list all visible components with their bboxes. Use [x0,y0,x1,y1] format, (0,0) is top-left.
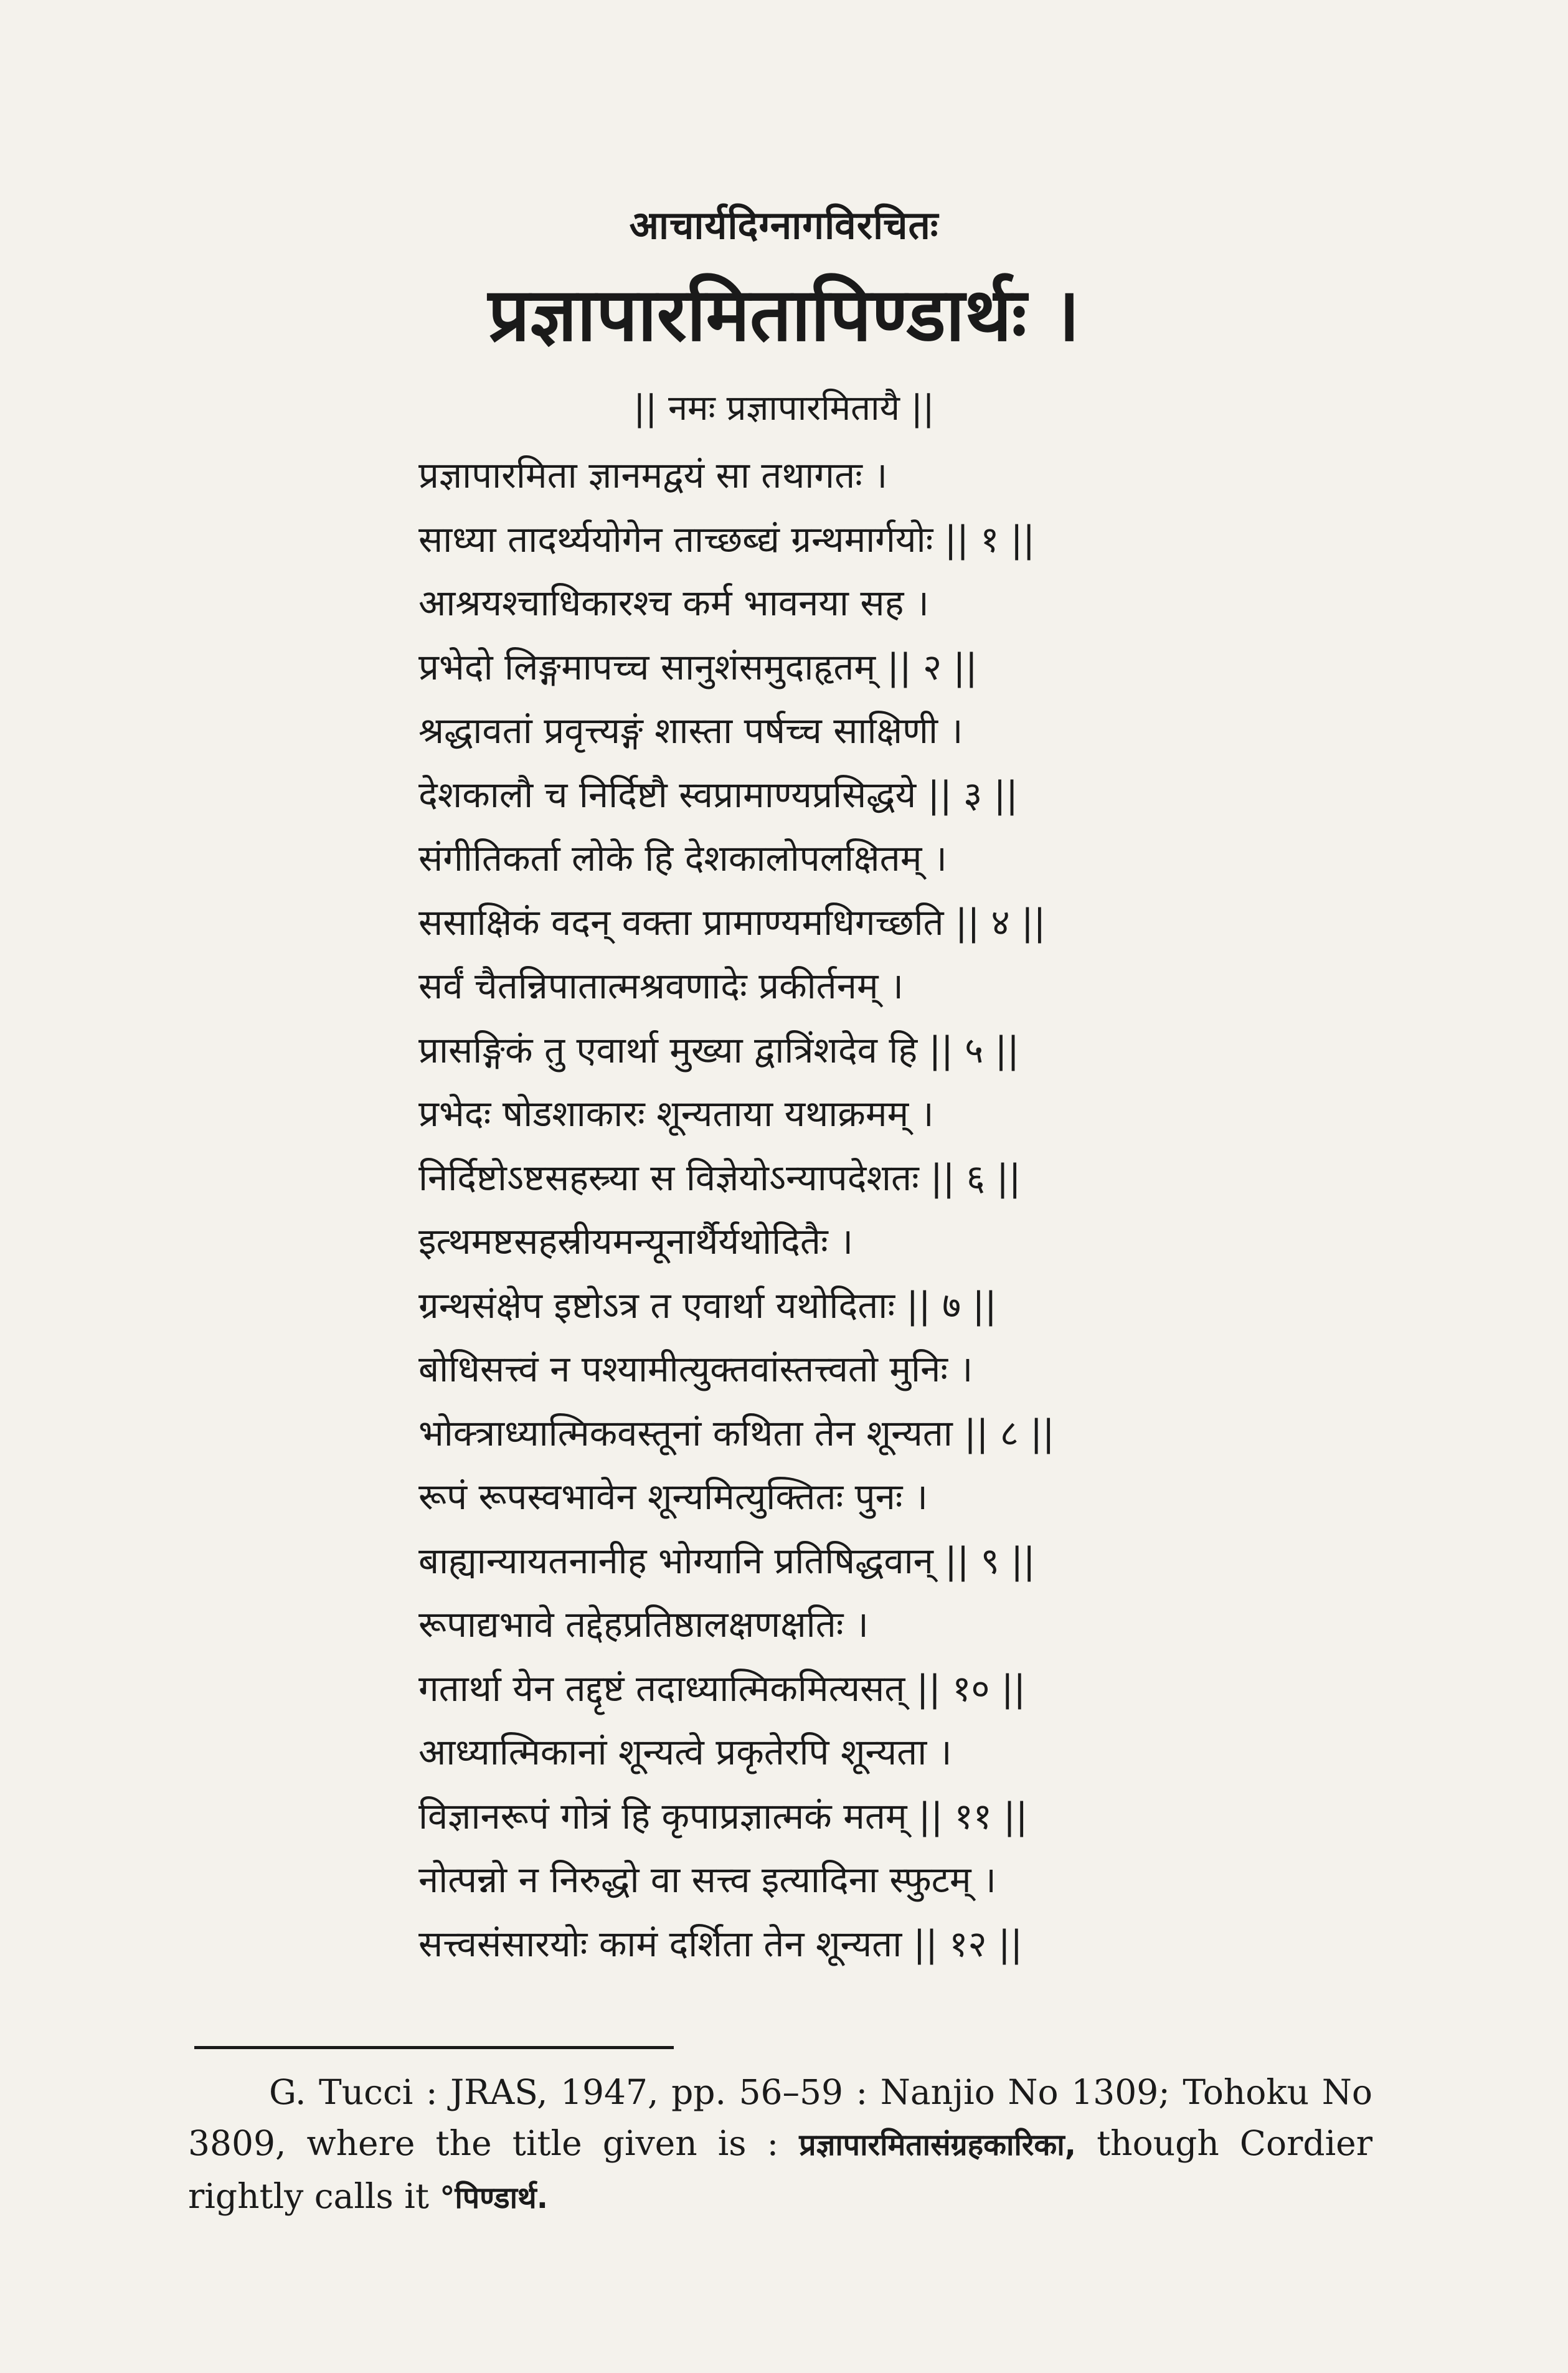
verse-line: प्रभेदः षोडशाकारः शून्यताया यथाक्रमम् । [418,1092,934,1135]
verse-line: प्रज्ञापारमिता ज्ञानमद्वयं सा तथागतः । [418,454,888,496]
verse-line: ग्रन्थसंक्षेप इष्टोऽत्र त एवार्था यथोदिताः || ७ || [418,1284,997,1327]
verse-line: सत्त्वसंसारयोः कामं दर्शिता तेन शून्यता || १२ || [418,1922,1023,1965]
verse-block [418,443,1228,1976]
verse-line: श्रद्धावतां प्रवृत्त्यङ्गं शास्ता पर्षच्च साक्षिणी । [418,709,963,752]
verse-line: संगीतिकर्ता लोके हि देशकालोपलक्षितम् । [418,837,947,879]
verse-line: निर्दिष्टोऽष्टसहस्र्या स विज्ञेयोऽन्यापदेशतः || ६ || [418,1156,1021,1199]
verse-line: सर्वं चैतन्निपातात्मश्रवणादेः प्रकीर्तनम् । [418,965,904,1007]
verse-line: देशकालौ च निर्दिष्टौ स्वप्रामाण्यप्रसिद्धये || ३ || [418,773,1018,816]
verse-line: प्रासङ्गिकं तु एवार्था मुख्या द्वात्रिंशदेव हि || ५ || [418,1028,1019,1071]
verse-line: प्रभेदो लिङ्गमापच्च सानुशंसमुदाहृतम् || २ || [418,645,978,688]
verse-line: भोक्त्राध्यात्मिकवस्तूनां कथिता तेन शून्यता || ८ || [418,1411,1055,1454]
footnote-devanagari-title: प्रज्ञापारमितासंग्रहकारिका, [799,2128,1076,2162]
footnote-divider [194,2046,674,2049]
verse-line: आश्रयश्चाधिकारश्च कर्म भावनया सह । [418,582,929,624]
verse-line: इत्थमष्टसहस्रीयमन्यूनार्थैर्यथोदितैः । [418,1220,854,1262]
footnote-remark: though Cordier rightly calls it [188,2123,1372,2216]
verse-line: रूपं रूपस्वभावेन शून्यमित्युक्तितः पुनः । [418,1475,928,1518]
verse-line: बोधिसत्त्वं न पश्यामीत्युक्तवांस्तत्त्वतो मुनिः । [418,1348,973,1390]
verse-line: ससाक्षिकं वदन् वक्ता प्रामाण्यमधिगच्छति || ४ || [418,901,1046,944]
author-line: आचार्यदिग्नागविरचितः [629,202,939,248]
footnote-citation: G. Tucci : JRAS, 1947, pp. 56–59 : Nanjio No 1309; Tohoku No 3809, where the title given is : [188,2072,1372,2163]
verse-line: नोत्पन्नो न निरुद्धो वा सत्त्व इत्यादिना स्फुटम् । [418,1859,996,1901]
verse-line: आध्यात्मिकानां शून्यत्वे प्रकृतेरपि शून्यता । [418,1731,952,1773]
footnote-devanagari-short: °पिण्डार्थ. [440,2181,548,2215]
page-title: प्रज्ञापारमितापिण्डार्थः । [488,272,1080,358]
verse-line: रूपाद्यभावे तद्देहप्रतिष्ठालक्षणक्षतिः । [418,1603,869,1646]
verse-line: विज्ञानरूपं गोत्रं हि कृपाप्रज्ञात्मकं मतम् || ११ || [418,1794,1028,1837]
footnote [188,2067,1372,2224]
verse-line: गतार्था येन तद्दृष्टं तदाध्यात्मिकमित्यसत् || १० || [418,1667,1026,1710]
invocation: || नमः प्रज्ञापारमितायै || [633,388,935,429]
verse-line: बाह्यान्यायतनानीह भोग्यानि प्रतिषिद्धवान् || ९ || [418,1539,1036,1582]
verse-line: साध्या तादर्थ्ययोगेन ताच्छब्द्यं ग्रन्थमार्गयोः || १ || [418,518,1035,561]
